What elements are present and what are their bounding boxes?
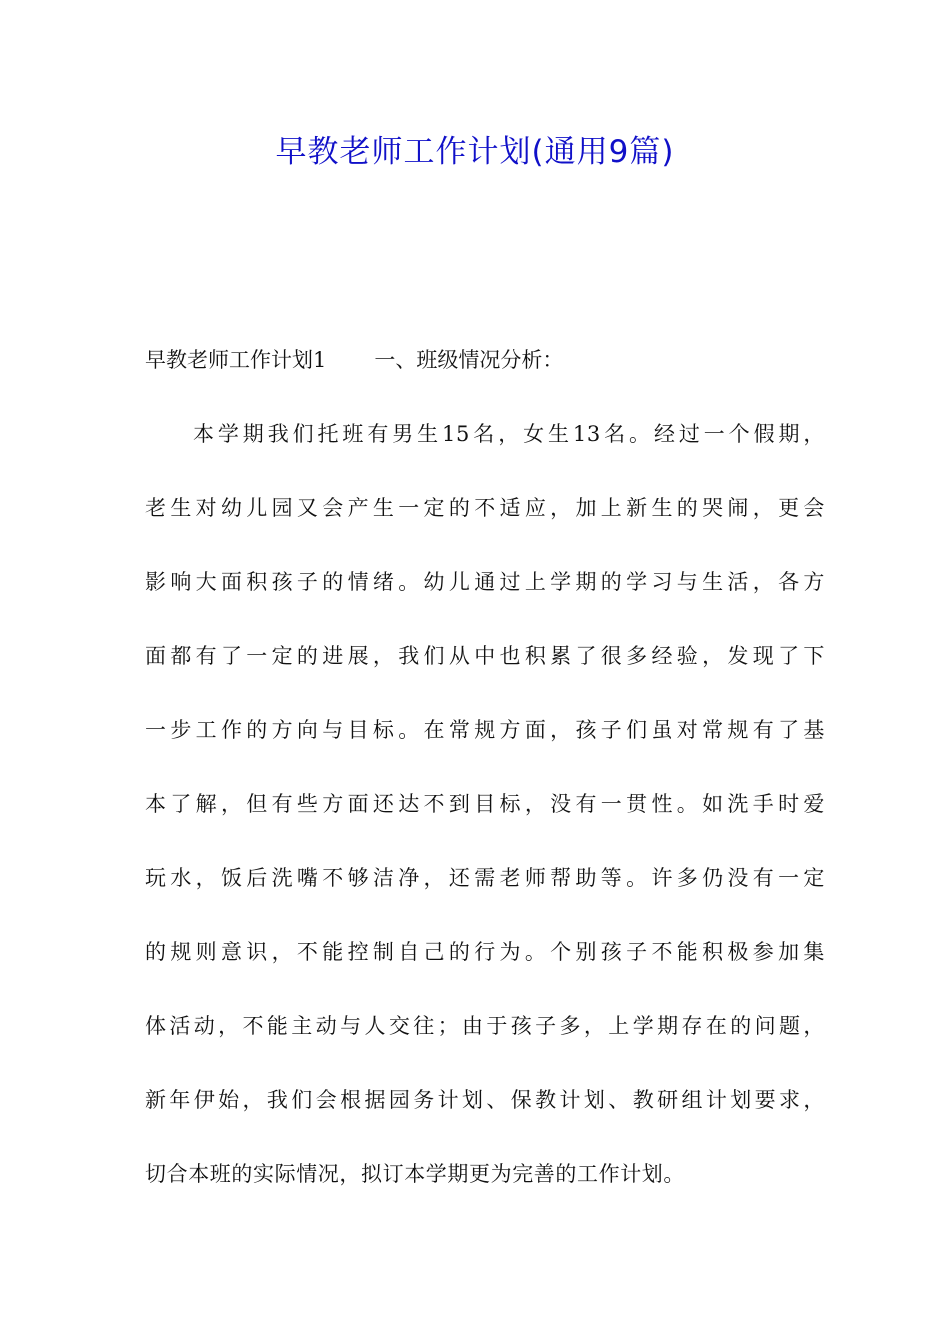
paragraph-line: 面都有了一定的进展，我们从中也积累了很多经验，发现了下 [145, 644, 825, 668]
section-label: 早教老师工作计划1 [145, 348, 327, 372]
paragraph-line: 玩水，饭后洗嘴不够洁净，还需老师帮助等。许多仍没有一定 [145, 866, 825, 890]
paragraph-line: 新年伊始，我们会根据园务计划、保教计划、教研组计划要求， [145, 1088, 825, 1112]
paragraph-line: 影响大面积孩子的情绪。幼儿通过上学期的学习与生活，各方 [145, 570, 825, 594]
paragraph-line: 切合本班的实际情况，拟订本学期更为完善的工作计划。 [145, 1162, 685, 1186]
section-heading: 一、班级情况分析： [374, 348, 564, 372]
paragraph-line: 的规则意识，不能控制自己的行为。个别孩子不能积极参加集 [145, 940, 825, 964]
paragraph-line: 本学期我们托班有男生15名，女生13名。经过一个假期， [193, 422, 825, 446]
section-heading-line [145, 342, 825, 378]
paragraph-line: 老生对幼儿园又会产生一定的不适应，加上新生的哭闹，更会 [145, 496, 825, 520]
paragraph-line: 本了解，但有些方面还达不到目标，没有一贯性。如洗手时爱 [145, 792, 825, 816]
paragraph [145, 416, 825, 1230]
document-title: 早教老师工作计划(通用9篇) [275, 134, 675, 170]
paragraph-line: 体活动，不能主动与人交往；由于孩子多，上学期存在的问题， [145, 1014, 825, 1038]
paragraph-line: 一步工作的方向与目标。在常规方面，孩子们虽对常规有了基 [145, 718, 825, 742]
